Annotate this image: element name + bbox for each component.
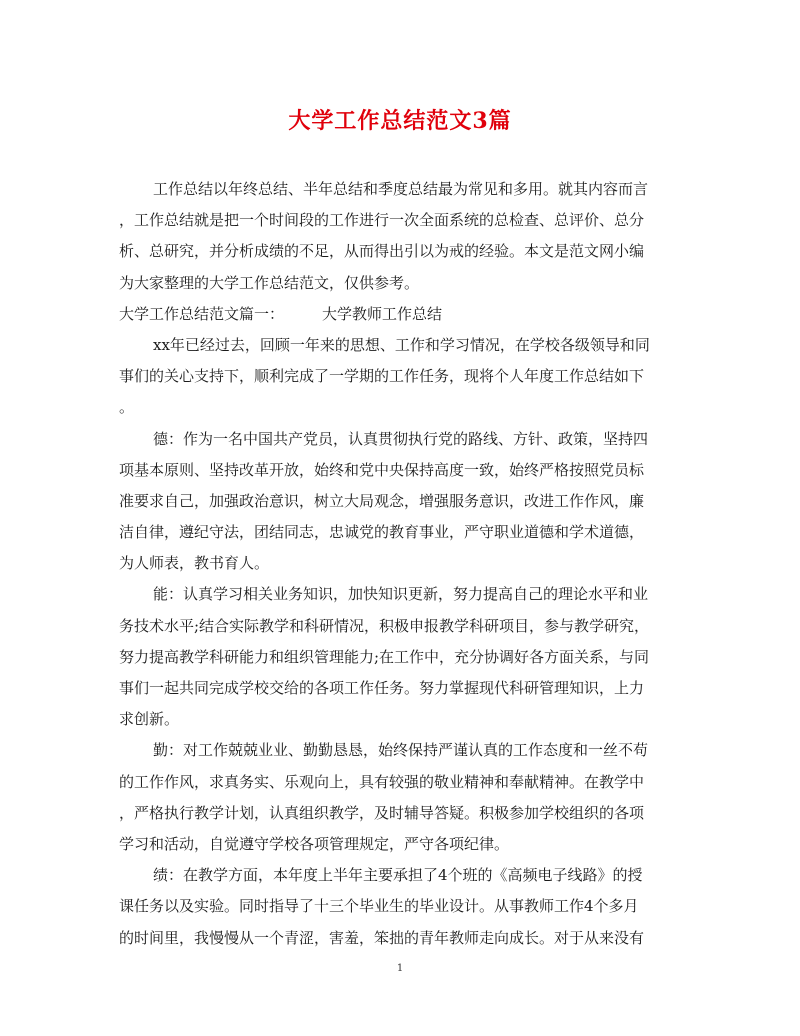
paragraph-line: 项基本原则、坚持改革开放，始终和党中央保持高度一致，始终严格按照党员标 — [119, 460, 645, 479]
paragraph-line: 析、总研究，并分析成绩的不足，从而得出引以为戒的经验。本文是范文网小编 — [119, 242, 645, 261]
paragraph-line: 为人师表，教书育人。 — [119, 554, 270, 573]
section-heading — [119, 299, 687, 330]
paragraph-line: 务技术水平;结合实际教学和科研情况，积极申报教学科研项目，参与教学研究， — [119, 616, 650, 635]
paragraph-line: 的时间里，我慢慢从一个青涩，害羞，笨拙的青年教师走向成长。对于从来没有 — [119, 928, 645, 947]
paragraph-line: 工作总结以年终总结、半年总结和季度总结最为常见和多用。就其内容而言 — [153, 180, 649, 198]
paragraph-line: 准要求自己，加强政治意识，树立大局观念，增强服务意识，改进工作作风，廉 — [119, 491, 645, 510]
paragraph-line: ，严格执行教学计划，认真组织教学，及时辅导答疑。积极参加学校组织的各项 — [119, 803, 645, 822]
paragraph-line: 求创新。 — [119, 710, 180, 729]
paragraph-line: 为大家整理的大学工作总结范文，仅供参考。 — [119, 273, 420, 292]
paragraph-line: 勤：对工作兢兢业业、勤勤恳恳，始终保持严谨认真的工作态度和一丝不苟 — [153, 741, 649, 760]
section-label: 大学工作总结范文篇一： — [119, 304, 285, 323]
document-body — [119, 174, 687, 954]
paragraph-line: 德：作为一名中国共产党员，认真贯彻执行党的路线、方针、政策，坚持四 — [153, 429, 649, 448]
paragraph-line: 绩：在教学方面，本年度上半年主要承担了4个班的《高频电子线路》的授 — [153, 866, 643, 885]
paragraph-line: xx年已经过去，回顾一年来的思想、工作和学习情况，在学校各级领导和同 — [153, 335, 650, 354]
paragraph-line: 努力提高教学科研能力和组织管理能力;在工作中，充分协调好各方面关系，与同 — [119, 647, 650, 666]
paragraph-line: ，工作总结就是把一个时间段的工作进行一次全面系统的总检查、总评价、总分 — [119, 211, 645, 230]
section-subtitle: 大学教师工作总结 — [322, 304, 443, 323]
page-number: 1 — [396, 963, 404, 974]
paragraph-line: 事们的关心支持下，顺利完成了一学期的工作任务，现将个人年度工作总结如下 — [119, 367, 645, 386]
paragraph-line: 学习和活动，自觉遵守学校各项管理规定，严守各项纪律。 — [119, 834, 510, 853]
paragraph-line: 的工作作风，求真务实、乐观向上，具有较强的敬业精神和奉献精神。在教学中 — [119, 772, 645, 791]
document-title: 大学工作总结范文3篇 — [288, 108, 512, 134]
paragraph-line: 事们一起共同完成学校交给的各项工作任务。努力掌握现代科研管理知识，上力 — [119, 679, 645, 697]
paragraph-line: 能：认真学习相关业务知识，加快知识更新，努力提高自己的理论水平和业 — [153, 585, 649, 604]
paragraph-line: 。 — [119, 398, 135, 417]
paragraph-line: 课任务以及实验。同时指导了十三个毕业生的毕业设计。从事教师工作4个多月 — [119, 897, 639, 916]
paragraph-line: 洁自律，遵纪守法，团结同志，忠诚党的教育事业，严守职业道德和学术道德， — [119, 523, 645, 542]
